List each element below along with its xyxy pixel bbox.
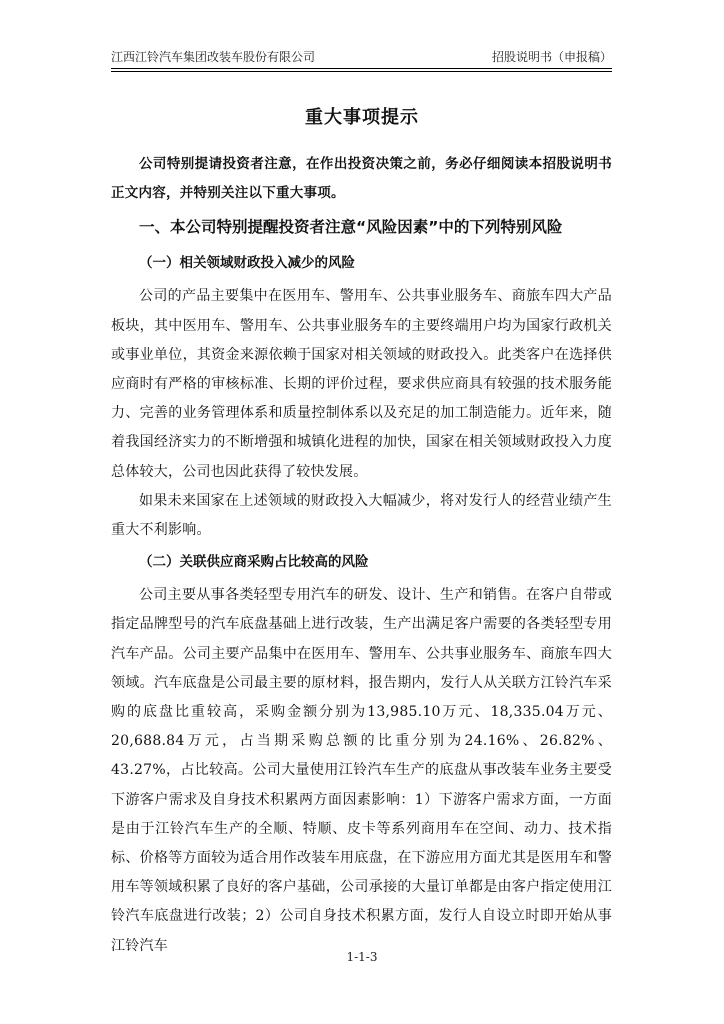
header-company-name: 江西江铃汽车集团改装车股份有限公司 <box>111 50 316 64</box>
subsection-1-paragraph-2: 如果未来国家在上述领域的财政投入大幅减少，将对发行人的经营业绩产生重大不利影响。 <box>111 492 612 539</box>
header-document-type: 招股说明书（申报稿） <box>491 50 612 64</box>
document-body <box>111 150 612 961</box>
page-number: 1-1-3 <box>346 950 378 964</box>
section-1-heading: 一、本公司特别提醒投资者注意“风险因素”中的下列特别风险 <box>139 218 563 237</box>
subsection-1-heading: （一）相关领域财政投入减少的风险 <box>139 255 355 272</box>
intro-paragraph: 公司特别提请投资者注意，在作出投资决策之前，务必仔细阅读本招股说明书正文内容，并特别关注以下重大事项。 <box>111 156 612 202</box>
subsection-2-heading: （二）关联供应商采购占比较高的风险 <box>139 554 369 571</box>
subsection-2-paragraph-1: 公司主要从事各类轻型专用汽车的研发、设计、生产和销售。在客户自带或指定品牌型号的汽车底盘基础上进行改装，生产出满足客户需要的各类轻型专用汽车产品。公司主要产品集中在医用车、警用车、公共事业服务车、商旅车四大领域。汽车底盘是公司最主要的原材料，报告期内，发行人从关联方江铃汽车采购的底盘比重较高，采购金额分别为13,985.10万元、18,335.04万元、20,688.84万元，占当期采购总额的比重分别为24.16%、26.82%、43.27%，占比较高。公司大量使用江铃汽车生产的底盘从事改装车业务主要受下游客户需求及自身技术积累两方面因素影响：1）下游客户需求方面，一方面是由于江铃汽车生产的全顺、特顺、皮卡等系列商用车在空间、动力、技术指标、价格等方面较为适合用作改装车用底盘，在下游应用方面尤其是医用车和警用车等领域积累了良好的客户基础，公司承接的大量订单都是由客户指定使用江铃汽车底盘进行改装；2）公司自身技术积累方面，发行人自设立时即开始从事江铃汽车 <box>111 587 612 954</box>
header-rule-bottom <box>111 71 612 72</box>
page-title: 重大事项提示 <box>305 107 419 128</box>
subsection-1-paragraph-1: 公司的产品主要集中在医用车、警用车、公共事业服务车、商旅车四大产品板块，其中医用车、警用车、公共事业服务车的主要终端用户均为国家行政机关或事业单位，其资金来源依赖于国家对相关领域的财政投入。此类客户在选择供应商时有严格的审核标准、长期的评价过程，要求供应商具有较强的技术服务能力、完善的业务管理体系和质量控制体系以及充足的加工制造能力。近年来，随着我国经济实力的不断增强和城镇化进程的加快，国家在相关领域财政投入力度总体较大，公司也因此获得了较快发展。 <box>111 288 612 480</box>
header-rule-top <box>111 68 612 69</box>
